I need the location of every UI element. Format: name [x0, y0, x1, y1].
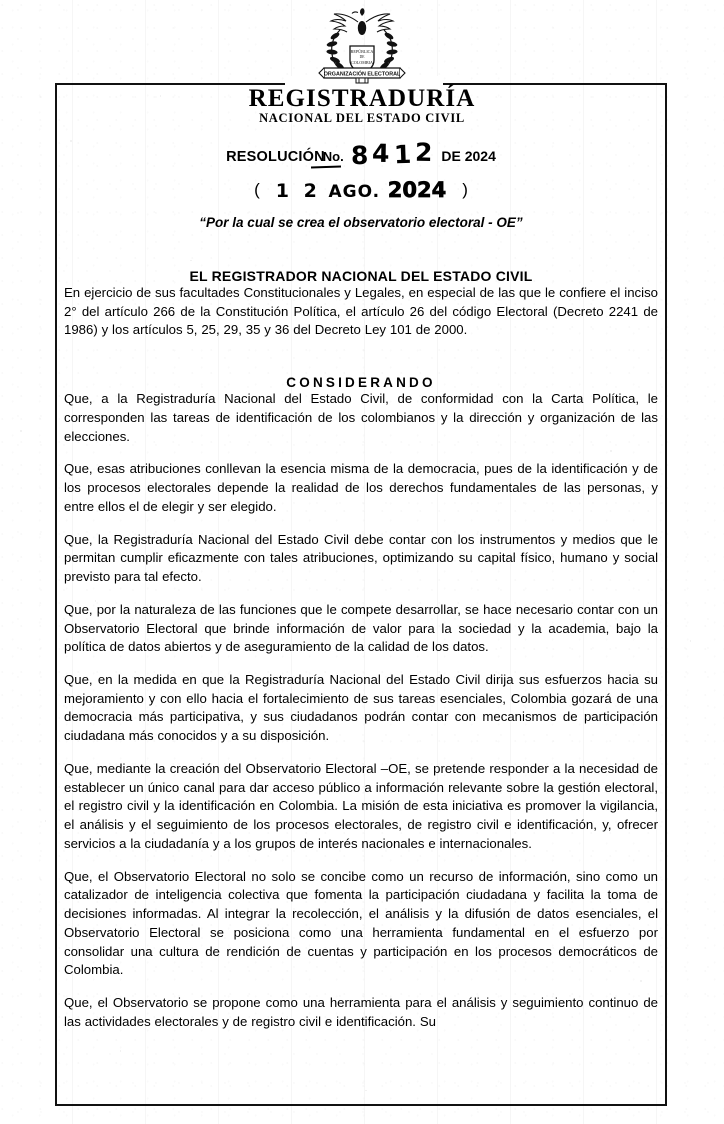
- date-month: AGO.: [328, 182, 381, 202]
- resolution-number-abbrev: No.: [322, 149, 344, 164]
- resolution-label: RESOLUCIÓN: [226, 149, 325, 165]
- considerando-paragraph: Que, en la medida en que la Registraduría Nacional del Estado Civil dirija sus esfuerzos hacia su mejoramiento y con ello hacia el fortalecimiento de sus tareas esenciales, Colombia gozará de una democracia más participativa, y sus ciudadanos podrán contar con mecanismos de participación ciudadana más conocidos y a su disposición.: [64, 672, 658, 744]
- wordmark-main: REGISTRADURÍA: [248, 85, 476, 112]
- considerando-paragraph: Que, por la naturaleza de las funciones que le compete desarrollar, se hace necesario contar con un Observatorio Electoral que brinde información de valor para la sociedad y la academia, bajo la política de datos abiertos y de aseguramiento de la calidad de los datos.: [64, 601, 658, 655]
- wordmark-sub: NACIONAL DEL ESTADO CIVIL: [259, 111, 465, 125]
- date-stamp: [276, 180, 446, 202]
- svg-text:DE: DE: [359, 55, 365, 59]
- date-stamp-line: [64, 178, 658, 202]
- resolution-digit-2: 4: [371, 138, 394, 169]
- resolution-digit-4: 2: [414, 137, 437, 168]
- date-year: 2024: [387, 178, 447, 202]
- resolution-subtitle: “Por la cual se crea el observatorio electoral - OE”: [199, 215, 523, 230]
- considerando-paragraph: Que, mediante la creación del Observatorio Electoral –OE, se pretende responder a la necesidad de establecer un único canal para dar acceso público a información relevante sobre la gestión electoral, el registro civil y la identificación en Colombia. La misión de esta iniciativa es promover la vigilancia, el análisis y el seguimiento de los procesos electorales, de registro civil e identificación, y, ofrecer servicios a la ciudadanía y a los grupos de interés nacionales e internacionales.: [64, 760, 658, 851]
- resolution-heading: [64, 137, 658, 171]
- date-day: 1 2: [275, 180, 321, 202]
- considerando-paragraph: Que, esas atribuciones conllevan la esencia misma de la democracia, pues de la identificación y de los procesos electorales depende la realidad de los derechos fundamentales de las personas, y entre ellos el de elegir y ser elegido.: [64, 461, 658, 514]
- svg-text:COLOMBIA: COLOMBIA: [351, 60, 373, 65]
- svg-text:ORGANIZACIÓN ELECTORAL: ORGANIZACIÓN ELECTORAL: [323, 71, 401, 78]
- document-body: [55, 83, 667, 1046]
- colombia-national-emblem-icon: [310, 6, 414, 84]
- resolution-digit-3: 1: [393, 139, 416, 170]
- date-open-paren: (: [254, 180, 260, 199]
- authority-title: EL REGISTRADOR NACIONAL DEL ESTADO CIVIL: [189, 268, 533, 284]
- considerando-paragraph: Que, la Registraduría Nacional del Estado Civil debe contar con los instrumentos y medios que le permitan cumplir eficazmente con tales atribuciones, optimizando su capital físico, humano y social previsto para tal efecto.: [64, 531, 658, 585]
- considerando-heading: CONSIDERANDO: [286, 375, 436, 391]
- considerando-paragraph: Que, el Observatorio Electoral no solo se concibe como un recurso de información, sino como un catalizador de inteligencia colectiva que fomenta la participación ciudadana y facilita la toma de decisiones informadas. Al integrar la recolección, el análisis y la difusión de datos esenciales, el Observatorio Electoral se posiciona como una herramienta fundamental en el esfuerzo por consolidar una cultura de rendición de cuentas y participación en los procesos democráticos de Colombia.: [64, 868, 658, 978]
- date-close-paren: ): [462, 180, 468, 199]
- svg-text:REPÚBLICA: REPÚBLICA: [350, 49, 374, 54]
- considerando-paragraph: Que, el Observatorio se propone como una herramienta para el análisis y seguimiento continuo de las actividades electorales y de registro civil e identificación. Su: [64, 995, 658, 1029]
- resolution-number-stamp: [350, 137, 437, 171]
- resolution-year: DE 2024: [441, 148, 496, 164]
- intro-paragraph: En ejercicio de sus facultades Constitucionales y Legales, en especial de las que le confiere el inciso 2° del artículo 266 de la Constitución Política, el artículo 26 del código Electoral (Decreto 2241 de 1986) y los artículos 5, 25, 29, 35 y 36 del Decreto Ley 101 de 2000.: [64, 285, 658, 338]
- resolution-digit-1: 8: [350, 140, 373, 171]
- considerando-paragraph: Que, a la Registraduría Nacional del Estado Civil, de conformidad con la Carta Política, le corresponden las tareas de identificación de los colombianos y la dirección y organización de las elecciones.: [64, 391, 658, 444]
